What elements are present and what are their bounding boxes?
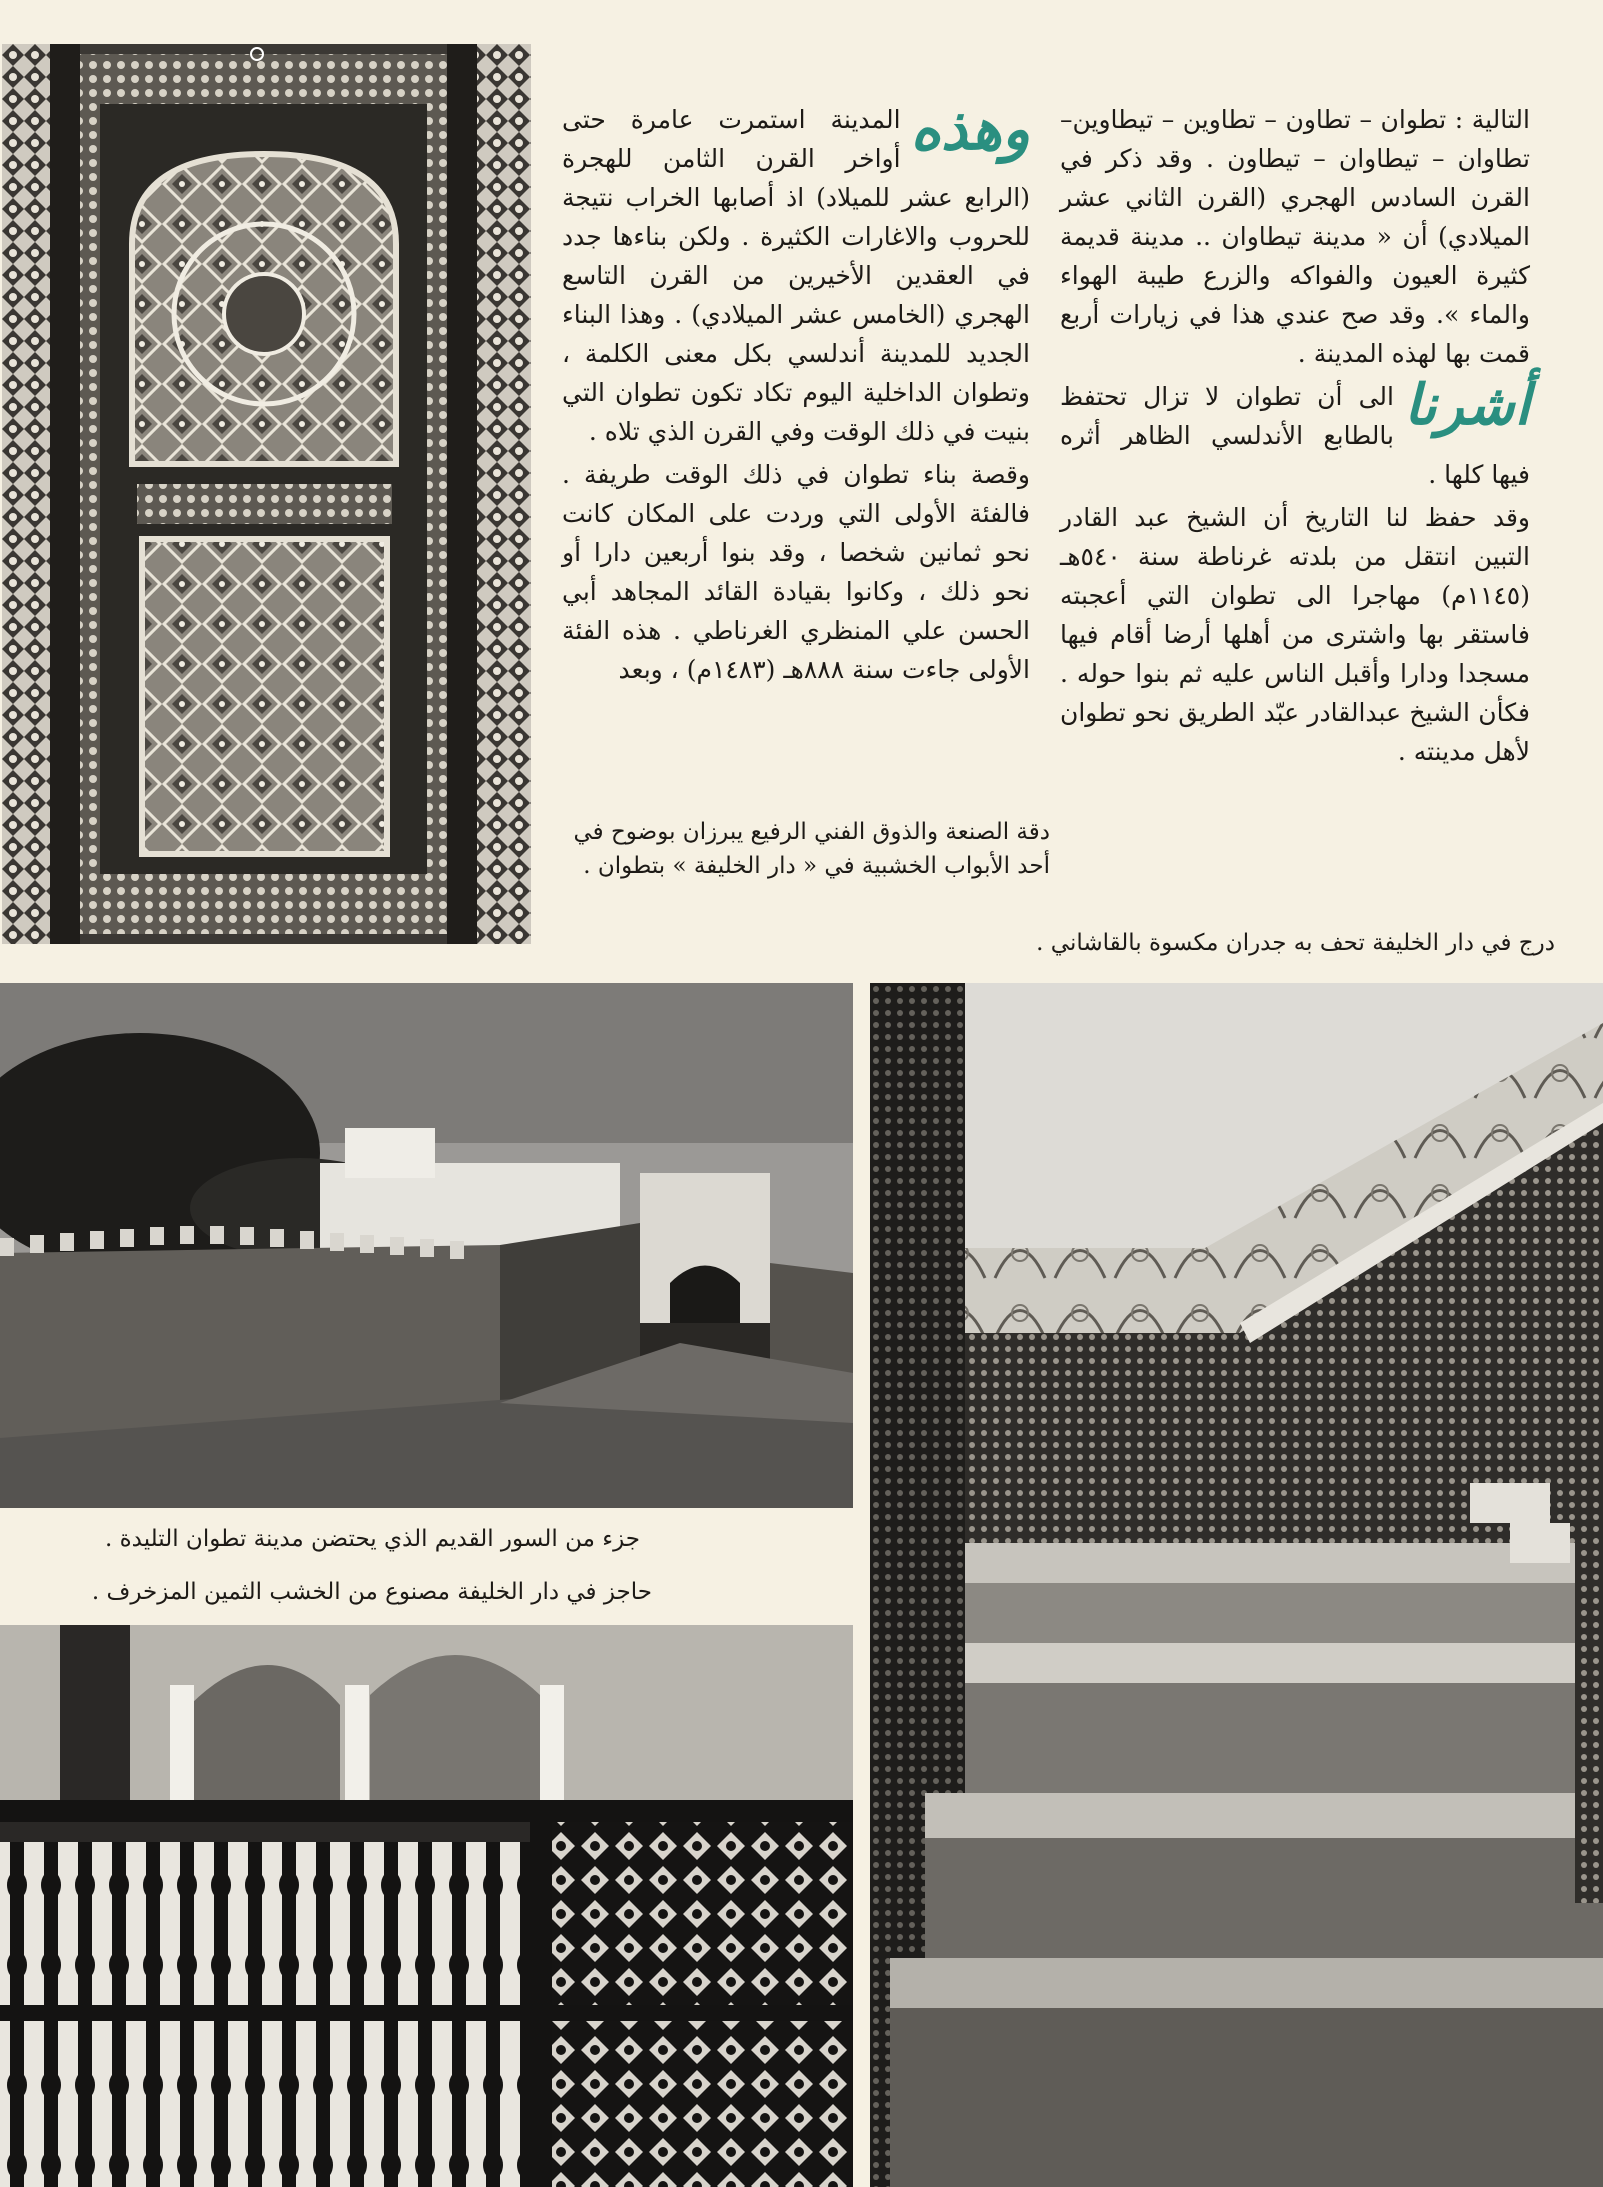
paragraph-text: المدينة استمرت عامرة حتى أواخر القرن الثامن للهجرة (الرابع عشر للميلاد) اذ أصابها الخراب نتيجة للحروب والاغارات الكثيرة . ولكن بناءها جدد في العقدين الأخيرين من القرن التاسع الهجري (الخامس عشر الميلادي) . وهذا البناء الجديد للمدينة أندلسي بكل معنى الكلمة ، وتطوان الداخلية اليوم تكاد تكون تطوان التي بنيت في ذلك الوقت وفي القرن الذي تلاه .	[562, 105, 1030, 446]
paragraph	[1060, 372, 1530, 494]
article-column-left	[562, 95, 1030, 693]
wooden-screen-caption: حاجز في دار الخليفة مصنوع من الخشب الثمين المزخرف .	[91, 1579, 652, 1605]
caption-line: أحد الأبواب الخشبية في « دار الخليفة » بتطوان .	[583, 853, 1050, 879]
city-wall-photo	[0, 983, 853, 1508]
dropcap-word: أشرنا	[1403, 372, 1530, 438]
article-column-right	[1060, 100, 1530, 775]
paragraph	[562, 95, 1030, 451]
caption-line: دقة الصنعة والذوق الفني الرفيع يبرزان بوضوح في	[573, 819, 1050, 845]
dropcap-word: وهذه	[910, 95, 1030, 163]
wooden-screen-photo	[0, 1625, 853, 2187]
door-photo	[2, 44, 531, 944]
stairs-caption: درج في دار الخليفة تحف به جدران مكسوة بالقاشاني .	[1036, 930, 1555, 956]
paragraph-text: الى أن تطوان لا تزال تحتفظ بالطابع الأندلسي الظاهر أثره فيها كلها .	[1060, 382, 1530, 489]
door-caption	[550, 815, 1050, 883]
paragraph: التالية : تطوان – تطاون – تطاوين – تيطاوين– تطاوان – تيطاوان – تيطاون . وقد ذكر في القرن السادس الهجري (القرن الثاني عشر الميلادي) أن « مدينة تيطاوان .. مدينة قديمة كثيرة العيون والفواكه والزرع طيبة الهواء والماء ». وقد صح عندي هذا في زيارات أربع قمت بها لهذه المدينة .	[1060, 105, 1530, 368]
city-wall-caption: جزء من السور القديم الذي يحتضن مدينة تطوان التليدة .	[104, 1526, 640, 1552]
tiled-staircase-photo	[870, 983, 1603, 2187]
paragraph: وقصة بناء تطوان في ذلك الوقت طريفة . فالفئة الأولى التي وردت على المكان كانت نحو ثمانين شخصا ، وقد بنوا أربعين دارا أو نحو ذلك ، وكانوا بقيادة القائد المجاهد أبي الحسن علي المنظري الغرناطي . هذه الفئة الأولى جاءت سنة ٨٨٨هـ (١٤٨٣م) ، وبعد	[562, 460, 1030, 684]
paragraph: وقد حفظ لنا التاريخ أن الشيخ عبد القادر التبين انتقل من بلدته غرناطة سنة ٥٤٠هـ (١١٤٥م) مهاجرا الى تطوان التي أعجبته فاستقر بها واشترى من أهلها أرضا أقام فيها مسجدا ودارا وأقبل الناس عليه ثم بنوا حوله . فكأن الشيخ عبدالقادر عبّد الطريق نحو تطوان لأهل مدينته .	[1060, 503, 1530, 766]
